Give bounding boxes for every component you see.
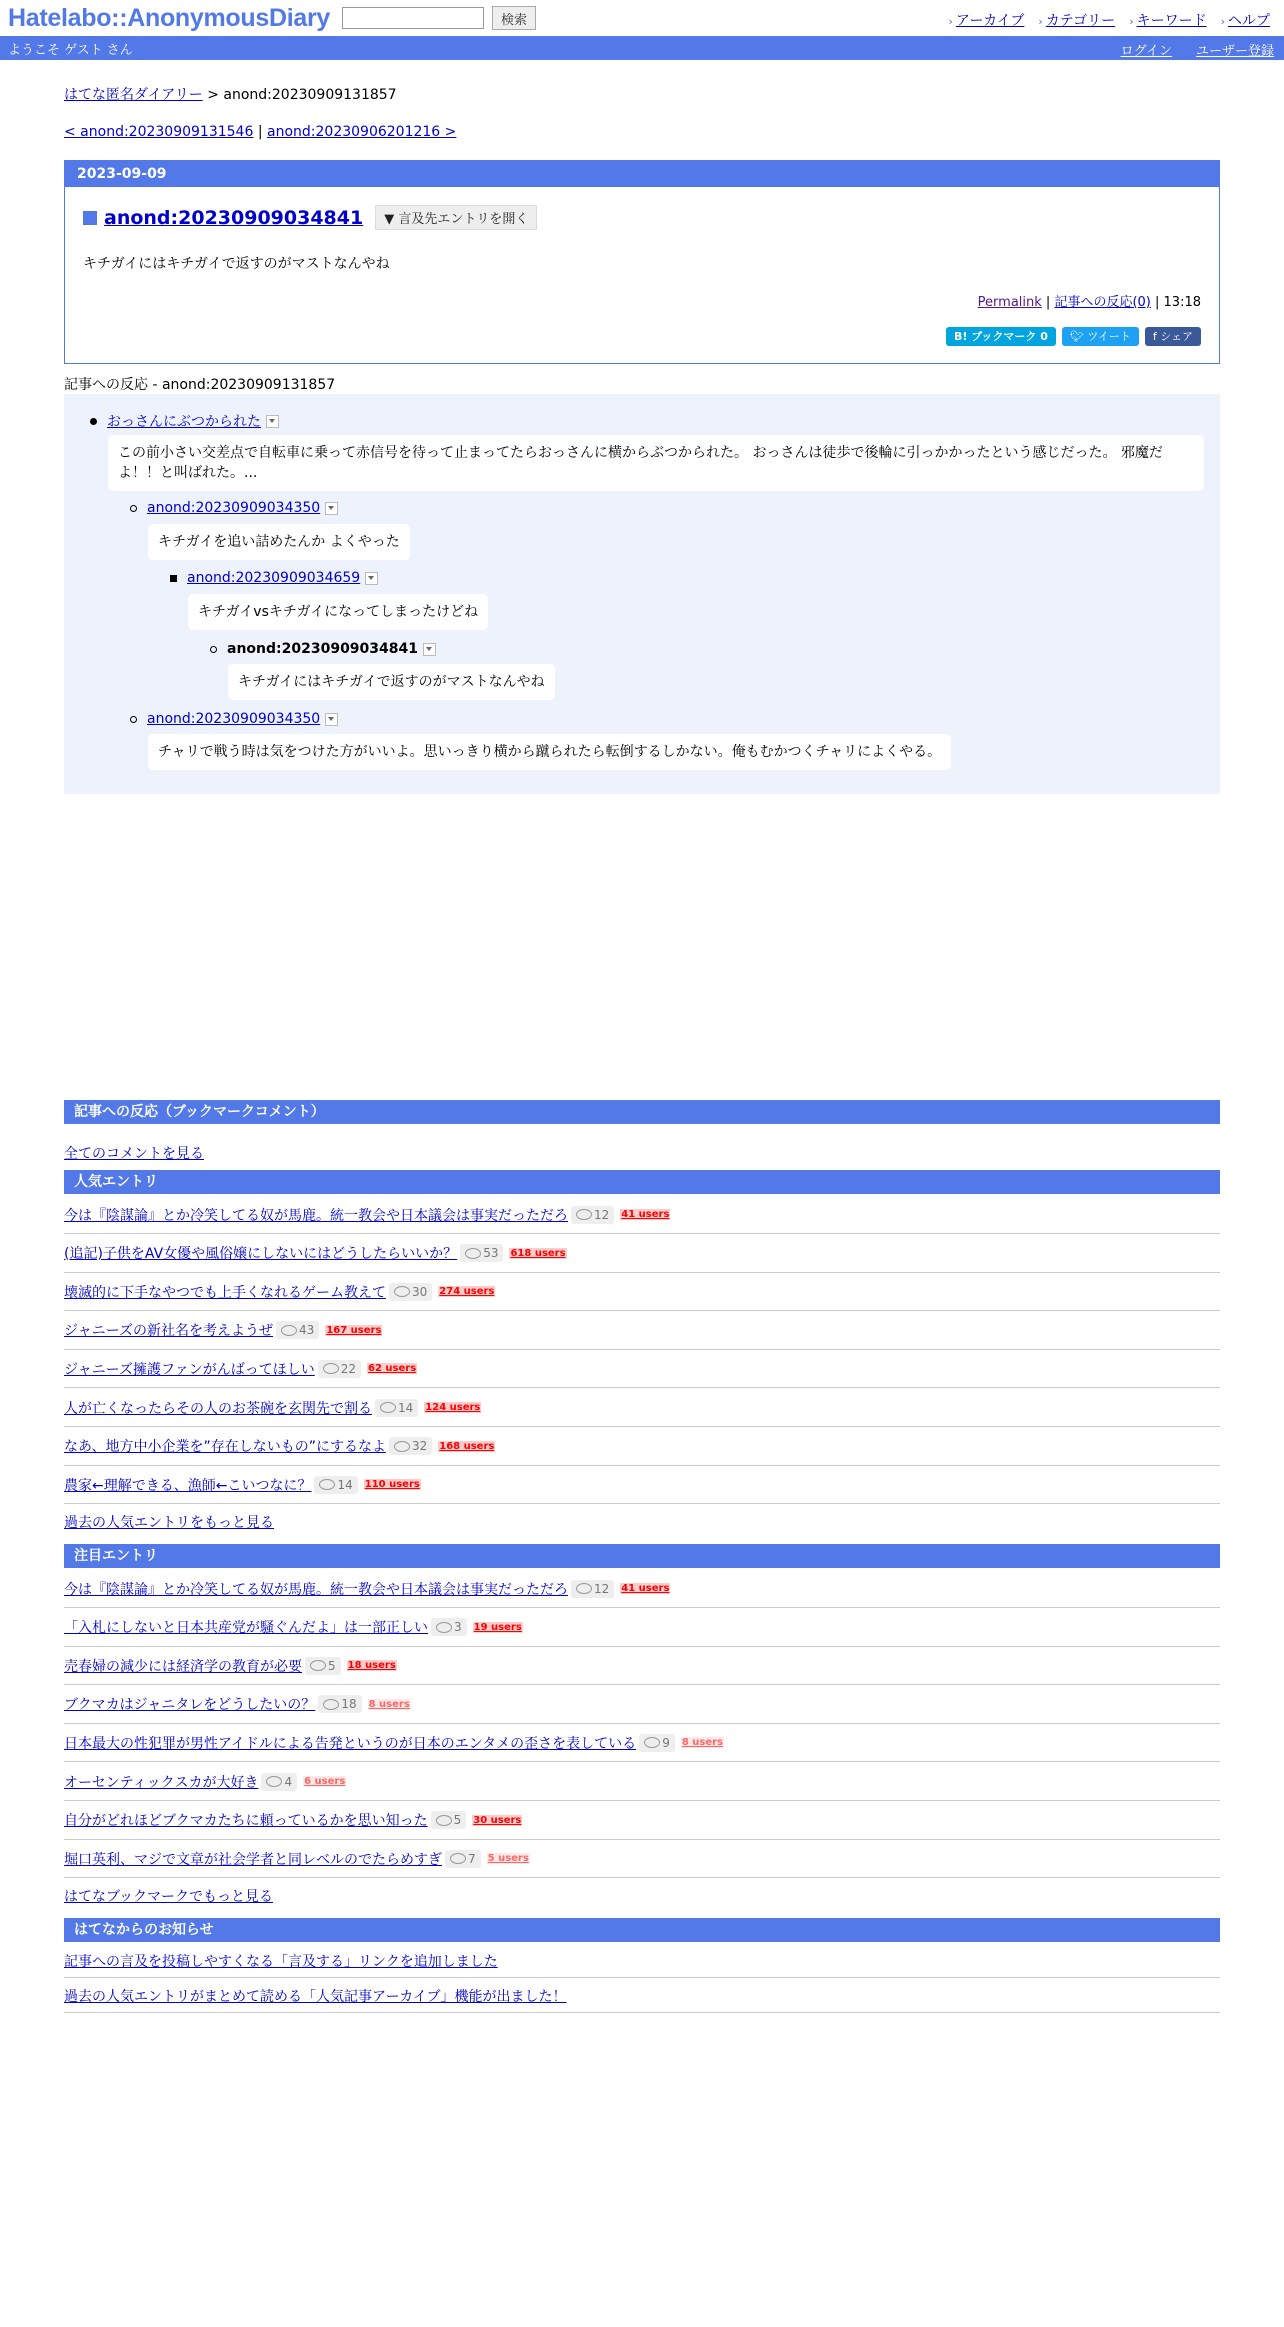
comment-count: 4: [284, 1774, 293, 1789]
entry-link[interactable]: 壊滅的に下手なやつでも上手くなれるゲーム教えて: [64, 1284, 386, 1301]
nav-help[interactable]: [1221, 10, 1270, 30]
comment-count: 18: [341, 1697, 357, 1712]
attention-entries-header: 注目エントリ: [64, 1544, 1220, 1568]
reaction-tree: [64, 394, 1220, 794]
entry-row: [64, 1273, 1220, 1311]
more-popular-link[interactable]: 過去の人気エントリをもっと見る: [64, 1515, 274, 1531]
breadcrumb: [64, 84, 397, 104]
welcome-text: ようこそ ゲスト さん: [8, 42, 133, 58]
login-link[interactable]: ログイン: [1120, 44, 1172, 59]
bookmark-users-badge[interactable]: 8 users: [368, 1698, 410, 1710]
comment-count-badge[interactable]: [314, 1476, 357, 1494]
dropdown-icon[interactable]: [325, 502, 338, 515]
entry-link[interactable]: ジャニーズ擁護ファンがんばってほしい: [64, 1361, 315, 1378]
dropdown-icon[interactable]: [423, 643, 436, 656]
bookmark-users-badge[interactable]: 41 users: [621, 1583, 670, 1594]
bookmark-users-badge[interactable]: 18 users: [347, 1660, 396, 1672]
site-header: [0, 0, 1284, 36]
entry-row: [64, 1686, 1220, 1724]
notice-item: [64, 1979, 1220, 2013]
tweet-label: ツイート: [1087, 330, 1131, 343]
popular-entries-header: 人気エントリ: [64, 1170, 1220, 1194]
entry-pager: [64, 124, 456, 140]
next-entry-link[interactable]: anond:20230906201216 >: [267, 124, 457, 140]
comment-count: 32: [411, 1439, 428, 1454]
entry-reactions-link[interactable]: 記事への反応(0): [1054, 295, 1151, 310]
entry-link[interactable]: 日本最大の性犯罪が男性アイドルによる告発というのが日本のエンタメの歪さを表している: [64, 1735, 637, 1752]
comment-count-badge[interactable]: [375, 1399, 418, 1417]
entry-link[interactable]: 農家←理解できる、漁師←こいつなに？: [64, 1477, 312, 1494]
entry-row: [64, 1763, 1220, 1801]
entry-date: 2023-09-09: [65, 161, 1219, 187]
bookmark-users-badge[interactable]: 41 users: [621, 1209, 670, 1220]
reaction-link[interactable]: anond:20230909034350: [147, 500, 321, 516]
entry-body: キチガイにはキチガイで返すのがマストなんやね: [83, 256, 390, 272]
breadcrumb-home[interactable]: はてな匿名ダイアリー: [64, 87, 203, 103]
nav-keyword-link[interactable]: キーワード: [1136, 13, 1207, 29]
bullet-icon: [130, 716, 137, 723]
reaction-excerpt: キチガイを追い詰めたんか よくやった: [148, 524, 410, 560]
entry-row: [64, 1647, 1220, 1685]
comment-count-badge[interactable]: [305, 1657, 341, 1675]
bookmark-users-badge[interactable]: 124 users: [425, 1402, 481, 1413]
dropdown-icon[interactable]: [365, 572, 378, 585]
comment-bubble-icon: [436, 1622, 452, 1633]
nav-keyword[interactable]: [1129, 10, 1206, 30]
breadcrumb-separator: >: [207, 87, 219, 103]
comment-bubble-icon: [394, 1441, 410, 1452]
entry-row: [64, 1570, 1220, 1608]
bookmark-users-badge[interactable]: 8 users: [681, 1737, 724, 1749]
top-nav: [948, 10, 1270, 30]
chevron-right-icon: ›: [1038, 15, 1043, 28]
tweet-button[interactable]: [1062, 327, 1139, 346]
comment-count-badge[interactable]: [571, 1580, 614, 1598]
entry-link[interactable]: (追記)子供をAV女優や風俗嬢にしないにはどうしたらいいか？: [64, 1246, 458, 1263]
comment-count: 5: [328, 1658, 336, 1673]
comment-count: 5: [453, 1813, 462, 1828]
reaction-node: [130, 711, 338, 727]
permalink[interactable]: Permalink: [977, 295, 1042, 310]
nav-category[interactable]: [1038, 10, 1115, 30]
comment-count-badge[interactable]: [431, 1811, 467, 1829]
entry-link[interactable]: オーセンティックスカが大好き: [64, 1774, 259, 1791]
comment-count-badge[interactable]: [431, 1618, 467, 1636]
facebook-icon: f: [1152, 330, 1161, 343]
comment-count: 12: [594, 1207, 610, 1222]
bookmark-users-badge[interactable]: 110 users: [364, 1479, 420, 1491]
prev-entry-link[interactable]: < anond:20230909131546: [64, 124, 254, 140]
all-comments-link[interactable]: 全てのコメントを見る: [64, 1146, 204, 1162]
share-buttons: [946, 327, 1201, 346]
reaction-link[interactable]: anond:20230909034659: [187, 570, 361, 586]
entry-row: [64, 1724, 1220, 1762]
more-bookmarks-link[interactable]: はてなブックマークでもっと見る: [64, 1889, 274, 1905]
chevron-right-icon: ›: [948, 15, 953, 28]
comment-count-badge[interactable]: [571, 1206, 614, 1224]
comment-bubble-icon: [281, 1325, 297, 1336]
nav-archive[interactable]: [948, 10, 1024, 30]
hatena-bookmark-button[interactable]: B! ブックマーク 0: [946, 327, 1056, 346]
entry-time: 13:18: [1163, 295, 1201, 310]
comment-count: 30: [412, 1284, 428, 1299]
bullet-icon: [210, 646, 217, 653]
entry-row: [64, 1350, 1220, 1388]
comment-bubble-icon: [394, 1286, 410, 1297]
entry-link[interactable]: 今は『陰謀論』とか冷笑してる奴が馬鹿。統一教会や日本議会は事実だっただろ: [64, 1207, 568, 1224]
comment-bubble-icon: [576, 1209, 592, 1220]
notice-link[interactable]: 記事への言及を投稿しやすくなる「言及する」リンクを追加しました: [64, 1953, 498, 1970]
entry-link[interactable]: 「入札にしないと日本共産党が騒ぐんだよ」は一部正しい: [64, 1620, 428, 1637]
bookmark-users-badge[interactable]: 274 users: [439, 1286, 495, 1298]
breadcrumb-current: anond:20230909131857: [223, 87, 397, 103]
reactions-title: 記事への反応 - anond:20230909131857: [64, 374, 1220, 397]
comment-count: 22: [340, 1361, 357, 1376]
bookmark-users-badge[interactable]: 6 users: [304, 1776, 346, 1787]
bookmark-users-badge[interactable]: 19 users: [473, 1621, 522, 1633]
bookmark-users-badge[interactable]: 5 users: [487, 1853, 529, 1865]
reaction-excerpt: この前小さい交差点で自転車に乗って赤信号を待って止まってたらおっさんに横からぶつかられた。 おっさんは徒歩で後輪に引っかかったという感じだった。 邪魔だよ！！と叫ばれた。...: [108, 435, 1204, 491]
comment-bubble-icon: [319, 1479, 335, 1490]
comment-bubble-icon: [436, 1815, 452, 1826]
entry-row: [64, 1389, 1220, 1427]
entry-row: [64, 1196, 1220, 1234]
comment-bubble-icon: [310, 1660, 326, 1671]
bookmark-comments-header: 記事への反応（ブックマークコメント）: [64, 1100, 1220, 1124]
comment-count-badge[interactable]: [389, 1437, 432, 1455]
comment-count-badge[interactable]: [460, 1244, 503, 1262]
comment-count: 12: [594, 1581, 610, 1596]
comment-count-badge[interactable]: [639, 1734, 675, 1752]
entry-box: [64, 160, 1220, 364]
entry-row: [64, 1609, 1220, 1647]
chevron-right-icon: ›: [1129, 15, 1134, 28]
reaction-link[interactable]: anond:20230909034350: [147, 711, 321, 727]
comment-count-badge[interactable]: [445, 1850, 481, 1868]
comment-count: 14: [337, 1477, 353, 1492]
comment-bubble-icon: [266, 1776, 282, 1787]
entry-link[interactable]: 堀口英利、マジで文章が社会学者と同レベルのでたらめすぎ: [64, 1851, 442, 1868]
entry-link[interactable]: 人が亡くなったらその人のお茶碗を玄関先で割る: [64, 1400, 372, 1417]
bullet-icon: [130, 505, 137, 512]
comment-count: 53: [483, 1246, 499, 1261]
facebook-share-button[interactable]: [1145, 327, 1201, 346]
chevron-right-icon: ›: [1220, 15, 1225, 28]
entry-link[interactable]: ジャニーズの新社名を考えようぜ: [64, 1323, 274, 1340]
comment-count-badge[interactable]: [261, 1773, 297, 1791]
bullet-icon: [90, 418, 97, 425]
comment-count-badge[interactable]: [318, 1360, 361, 1378]
square-icon: [83, 211, 97, 225]
bookmark-users-badge[interactable]: 168 users: [439, 1440, 495, 1452]
notice-item: [64, 1944, 1220, 1978]
search-button[interactable]: 検索: [492, 6, 536, 30]
entry-row: [64, 1840, 1220, 1878]
reaction-excerpt: キチガイvsキチガイになってしまったけどね: [188, 594, 488, 630]
bullet-icon: [170, 575, 177, 582]
bookmark-users-badge[interactable]: 167 users: [326, 1324, 382, 1336]
dropdown-icon[interactable]: [325, 713, 338, 726]
comment-count: 9: [662, 1735, 670, 1750]
nav-archive-link[interactable]: アーカイブ: [955, 13, 1025, 29]
entry-row: [64, 1312, 1220, 1350]
reaction-node: [90, 411, 279, 431]
comment-count-badge[interactable]: [389, 1283, 432, 1301]
bookmark-users-badge[interactable]: 30 users: [473, 1814, 522, 1826]
bookmark-users-badge[interactable]: 618 users: [510, 1247, 566, 1259]
reaction-current: anond:20230909034841: [227, 641, 418, 657]
comment-bubble-icon: [450, 1853, 466, 1864]
comment-count-badge[interactable]: [318, 1695, 361, 1713]
comment-bubble-icon: [380, 1402, 396, 1413]
comment-bubble-icon: [323, 1699, 339, 1710]
site-logo[interactable]: Hatelabo::AnonymousDiary: [8, 3, 331, 32]
entry-link[interactable]: 売春婦の減少には経済学の教育が必要: [64, 1658, 302, 1675]
reaction-node: [130, 500, 338, 516]
reaction-node: [210, 641, 436, 657]
open-referenced-entry-button[interactable]: ▼ 言及先エントリを開く: [375, 205, 537, 230]
search-input[interactable]: [342, 7, 484, 29]
reaction-excerpt: キチガイにはキチガイで返すのがマストなんやね: [228, 664, 555, 700]
entry-row: [64, 1428, 1220, 1466]
entry-link[interactable]: なあ、地方中小企業を”存在しないもの”にするなよ: [64, 1439, 386, 1456]
nav-category-link[interactable]: カテゴリー: [1045, 13, 1116, 29]
comment-count: 14: [398, 1400, 414, 1415]
comment-count: 43: [299, 1323, 315, 1338]
reaction-excerpt: チャリで戦う時は気をつけた方がいいよ。思いっきり横から蹴られたら転倒するしかない。俺もむかつくチャリによくやる。: [148, 734, 951, 770]
bookmark-users-badge[interactable]: 62 users: [368, 1363, 417, 1375]
comment-count: 7: [468, 1851, 476, 1866]
twitter-icon: 🐦︎: [1069, 330, 1088, 343]
notices-header: はてなからのお知らせ: [64, 1918, 1220, 1942]
entry-link[interactable]: ブクマカはジャニタレをどうしたいの？: [64, 1697, 316, 1714]
comment-bubble-icon: [323, 1363, 339, 1374]
share-label: シェア: [1160, 330, 1193, 343]
nav-help-link[interactable]: ヘルプ: [1228, 13, 1270, 29]
comment-bubble-icon: [576, 1583, 592, 1594]
comment-count-badge[interactable]: [276, 1321, 319, 1339]
comment-count: 3: [454, 1620, 462, 1635]
entry-link[interactable]: 今は『陰謀論』とか冷笑してる奴が馬鹿。統一教会や日本議会は事実だっただろ: [64, 1581, 568, 1598]
register-link[interactable]: ユーザー登録: [1195, 44, 1274, 59]
entry-row: [64, 1235, 1220, 1273]
entry-meta: Permalink | 記事への反応(0) | 13:18: [977, 295, 1201, 310]
reaction-link[interactable]: おっさんにぶつかられた: [107, 414, 261, 430]
pager-separator: |: [257, 124, 263, 140]
entry-row: [64, 1802, 1220, 1840]
dropdown-icon[interactable]: [266, 415, 279, 428]
user-bar: [0, 36, 1284, 60]
entry-row: [64, 1466, 1220, 1504]
comment-bubble-icon: [644, 1737, 660, 1748]
comment-bubble-icon: [465, 1248, 481, 1259]
notice-link[interactable]: 過去の人気エントリがまとめて読める「人気記事アーカイブ」機能が出ました！: [64, 1988, 567, 2005]
reaction-node: [170, 570, 378, 586]
entry-title[interactable]: anond:20230909034841: [104, 206, 364, 229]
entry-link[interactable]: 自分がどれほどブクマカたちに頼っているかを思い知った: [64, 1813, 428, 1830]
